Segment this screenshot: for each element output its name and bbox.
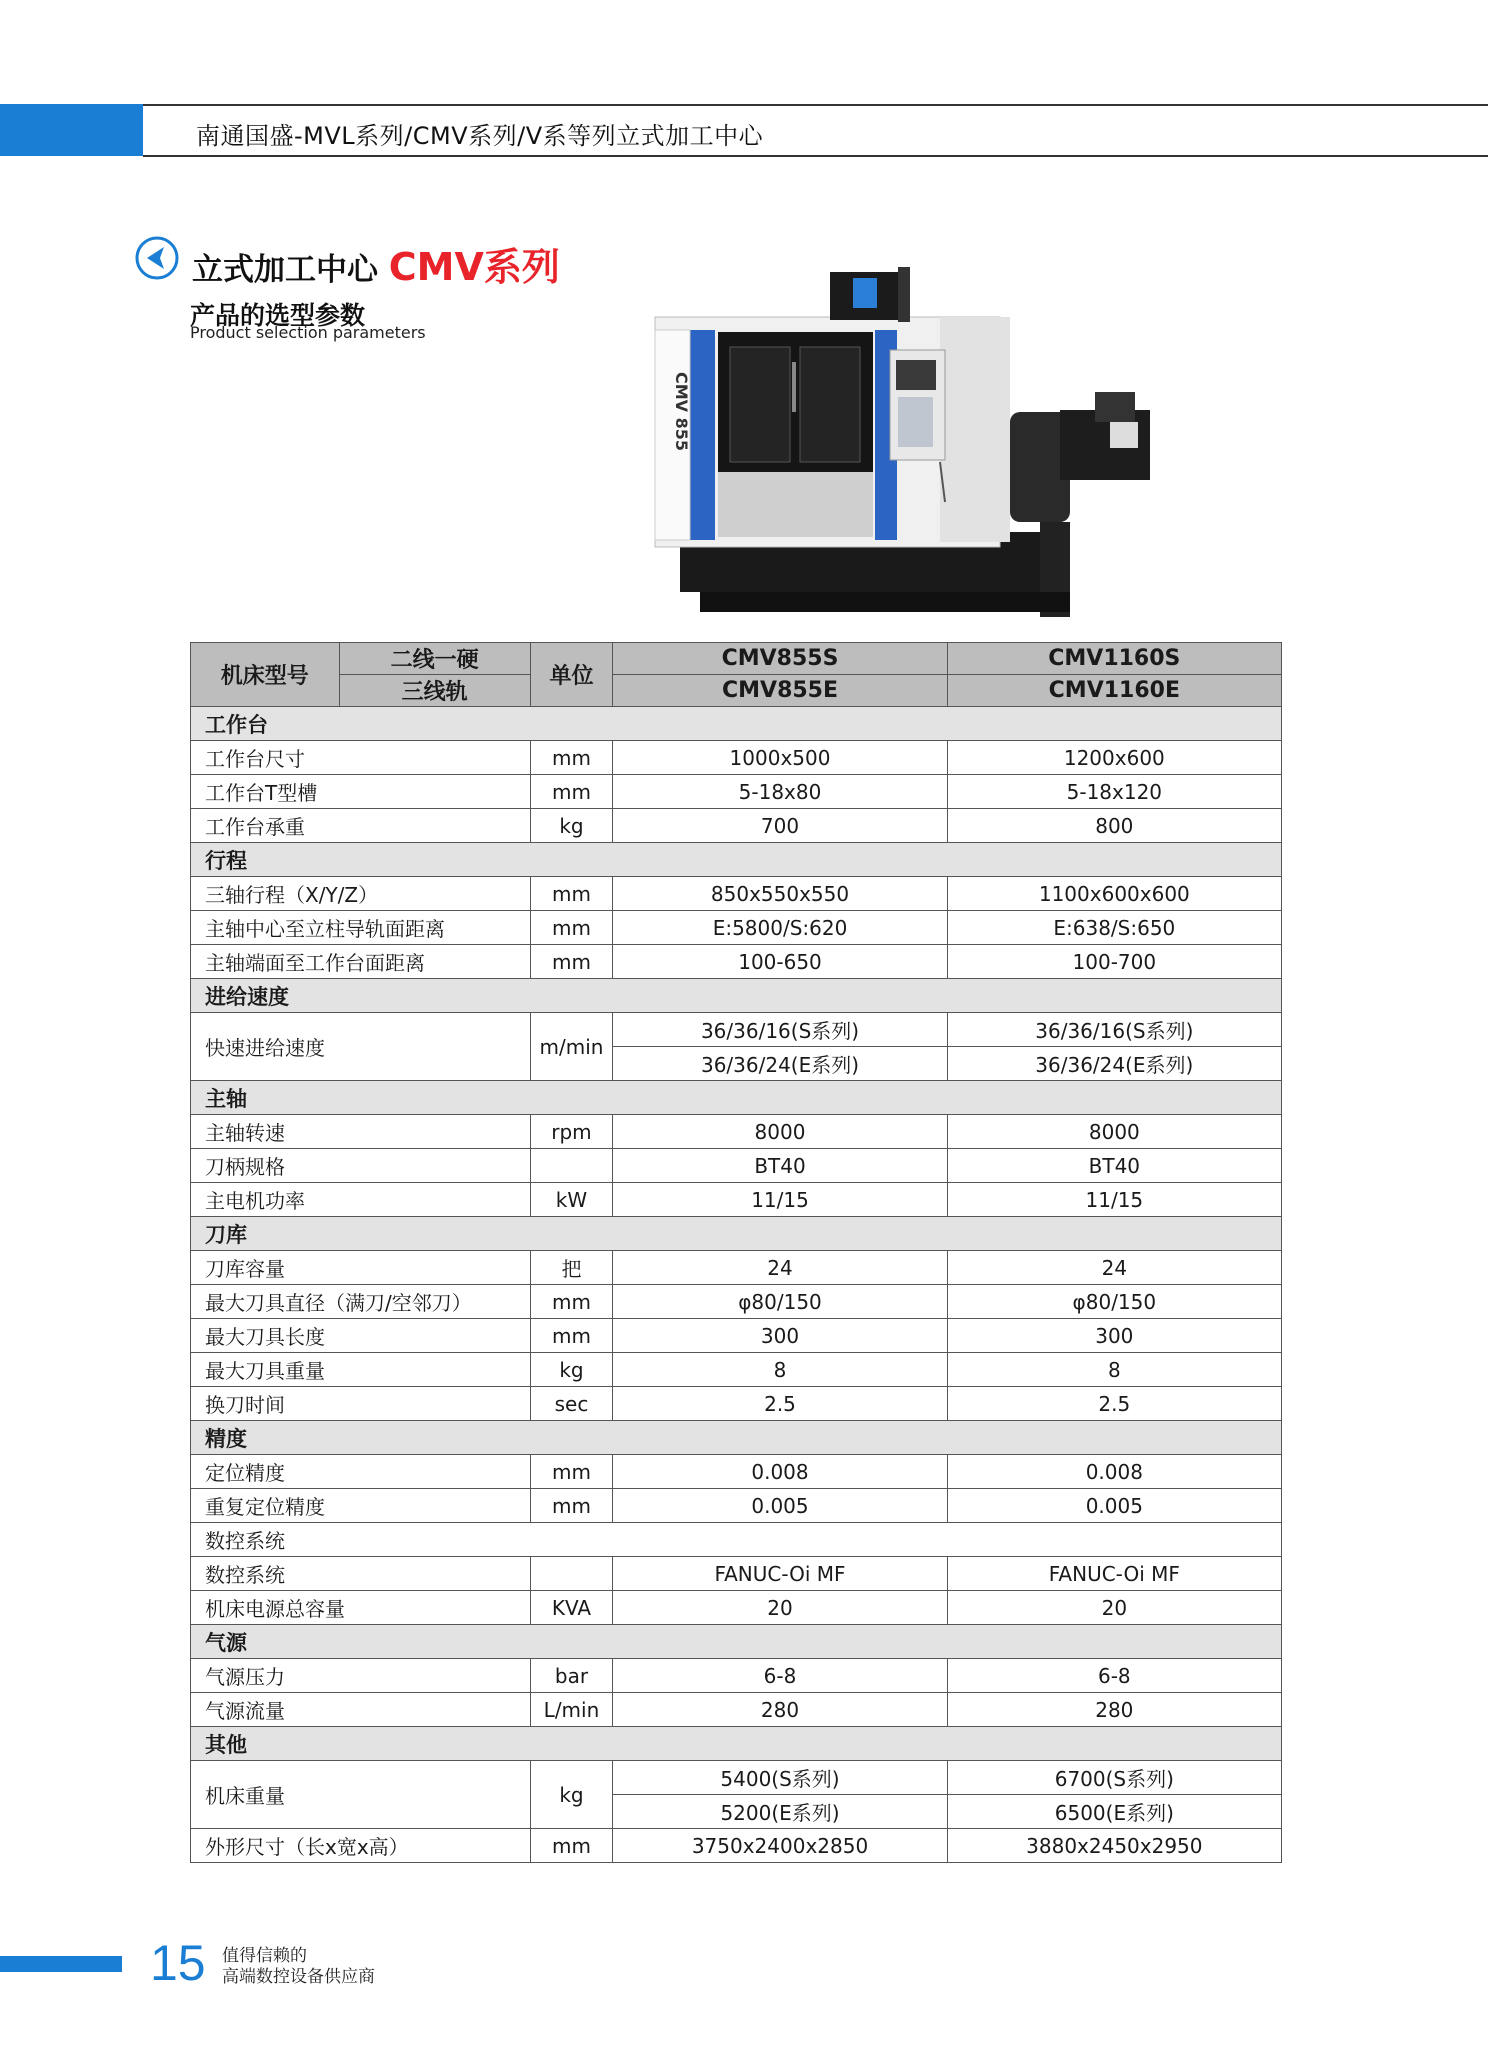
row-name: 气源流量 xyxy=(191,1693,531,1727)
category-row xyxy=(191,979,1282,1013)
row-name: 主轴转速 xyxy=(191,1115,531,1149)
header-rule-top xyxy=(143,104,1488,106)
row-value-1160: 100-700 xyxy=(947,945,1281,979)
table-row xyxy=(191,1591,1282,1625)
row-value-855: 5-18x80 xyxy=(613,775,947,809)
row-unit xyxy=(530,1557,613,1591)
table-row xyxy=(191,1285,1282,1319)
row-value-855: 36/36/24(E系列) xyxy=(613,1047,947,1081)
row-value-1160: 0.008 xyxy=(947,1455,1281,1489)
row-unit: mm xyxy=(530,1489,613,1523)
category-row xyxy=(191,1217,1282,1251)
header-model: 机床型号 xyxy=(191,643,340,707)
row-name: 气源压力 xyxy=(191,1659,531,1693)
row-value-855: 1000x500 xyxy=(613,741,947,775)
table-row xyxy=(191,911,1282,945)
row-unit: bar xyxy=(530,1659,613,1693)
row-name: 刀库容量 xyxy=(191,1251,531,1285)
row-name: 最大刀具重量 xyxy=(191,1353,531,1387)
table-row xyxy=(191,1387,1282,1421)
row-value-855: E:5800/S:620 xyxy=(613,911,947,945)
row-name: 主轴端面至工作台面距离 xyxy=(191,945,531,979)
row-name: 工作台T型槽 xyxy=(191,775,531,809)
category-row-plain xyxy=(191,1523,1282,1557)
footer-slogan-line1: 值得信赖的 xyxy=(222,1946,307,1966)
row-name: 主轴中心至立柱导轨面距离 xyxy=(191,911,531,945)
row-name: 最大刀具直径（满刀/空邻刀） xyxy=(191,1285,531,1319)
category-row xyxy=(191,1727,1282,1761)
row-unit: kW xyxy=(530,1183,613,1217)
row-value-855: BT40 xyxy=(613,1149,947,1183)
category-label: 数控系统 xyxy=(191,1523,1282,1557)
row-unit: mm xyxy=(530,741,613,775)
row-unit: rpm xyxy=(530,1115,613,1149)
table-row xyxy=(191,1557,1282,1591)
row-value-855: 8 xyxy=(613,1353,947,1387)
row-name: 机床电源总容量 xyxy=(191,1591,531,1625)
section-title xyxy=(192,236,560,291)
row-value-855: 11/15 xyxy=(613,1183,947,1217)
row-name: 最大刀具长度 xyxy=(191,1319,531,1353)
row-unit: mm xyxy=(530,945,613,979)
row-value-855: 5200(E系列) xyxy=(613,1795,947,1829)
row-value-1160: 1100x600x600 xyxy=(947,877,1281,911)
row-name: 重复定位精度 xyxy=(191,1489,531,1523)
machine-brand-label: CMV 855 xyxy=(672,372,691,452)
subtitle: 产品的选型参数 xyxy=(190,301,366,330)
row-name: 工作台承重 xyxy=(191,809,531,843)
row-value-1160: FANUC-Oi MF xyxy=(947,1557,1281,1591)
row-unit: L/min xyxy=(530,1693,613,1727)
row-name: 主电机功率 xyxy=(191,1183,531,1217)
table-row xyxy=(191,1183,1282,1217)
table-row xyxy=(191,1319,1282,1353)
row-name: 定位精度 xyxy=(191,1455,531,1489)
header-accent-bar xyxy=(0,104,143,156)
category-label: 行程 xyxy=(191,843,1282,877)
table-row xyxy=(191,1829,1282,1863)
row-unit: kg xyxy=(530,1761,613,1829)
row-unit: mm xyxy=(530,1455,613,1489)
category-label: 工作台 xyxy=(191,707,1282,741)
row-unit: mm xyxy=(530,1829,613,1863)
row-unit: m/min xyxy=(530,1013,613,1081)
category-label: 主轴 xyxy=(191,1081,1282,1115)
row-unit: kg xyxy=(530,1353,613,1387)
category-label: 其他 xyxy=(191,1727,1282,1761)
header-variant-2line: 二线一硬 xyxy=(339,643,530,675)
row-unit: KVA xyxy=(530,1591,613,1625)
table-row xyxy=(191,945,1282,979)
row-value-1160: 36/36/24(E系列) xyxy=(947,1047,1281,1081)
category-row xyxy=(191,1625,1282,1659)
row-value-1160: 800 xyxy=(947,809,1281,843)
row-value-855: 8000 xyxy=(613,1115,947,1149)
row-value-1160: 6-8 xyxy=(947,1659,1281,1693)
category-row xyxy=(191,707,1282,741)
row-name: 外形尺寸（长x宽x高） xyxy=(191,1829,531,1863)
header-model-1160e: CMV1160E xyxy=(947,675,1281,707)
row-unit: mm xyxy=(530,775,613,809)
row-unit: sec xyxy=(530,1387,613,1421)
row-unit xyxy=(530,1149,613,1183)
row-value-1160: 3880x2450x2950 xyxy=(947,1829,1281,1863)
table-row xyxy=(191,809,1282,843)
table-row xyxy=(191,1761,1282,1795)
row-value-855: 6-8 xyxy=(613,1659,947,1693)
row-unit: kg xyxy=(530,809,613,843)
page-header-title: 南通国盛-MVL系列/CMV系列/V系等列立式加工中心 xyxy=(196,122,764,150)
row-value-1160: 11/15 xyxy=(947,1183,1281,1217)
table-row xyxy=(191,1013,1282,1047)
table-row xyxy=(191,1149,1282,1183)
table-header-row xyxy=(191,675,1282,707)
row-name: 机床重量 xyxy=(191,1761,531,1829)
row-unit: mm xyxy=(530,911,613,945)
table-row xyxy=(191,1115,1282,1149)
row-name: 换刀时间 xyxy=(191,1387,531,1421)
row-value-1160: 0.005 xyxy=(947,1489,1281,1523)
section-title-text: 立式加工中心 xyxy=(192,252,378,288)
header-model-1160s: CMV1160S xyxy=(947,643,1281,675)
row-name: 三轴行程（X/Y/Z） xyxy=(191,877,531,911)
row-value-855: 0.008 xyxy=(613,1455,947,1489)
row-value-1160: 20 xyxy=(947,1591,1281,1625)
row-name: 数控系统 xyxy=(191,1557,531,1591)
category-label: 进给速度 xyxy=(191,979,1282,1013)
row-name: 工作台尺寸 xyxy=(191,741,531,775)
row-value-855: 100-650 xyxy=(613,945,947,979)
header-model-855e: CMV855E xyxy=(613,675,947,707)
row-value-1160: 1200x600 xyxy=(947,741,1281,775)
category-row xyxy=(191,1421,1282,1455)
row-value-855: 3750x2400x2850 xyxy=(613,1829,947,1863)
row-value-855: 700 xyxy=(613,809,947,843)
category-label: 刀库 xyxy=(191,1217,1282,1251)
table-row xyxy=(191,741,1282,775)
spec-table xyxy=(190,642,1282,1863)
footer-accent-bar xyxy=(0,1956,122,1972)
row-value-1160: 2.5 xyxy=(947,1387,1281,1421)
row-value-1160: 5-18x120 xyxy=(947,775,1281,809)
row-value-1160: 36/36/16(S系列) xyxy=(947,1013,1281,1047)
table-row xyxy=(191,1455,1282,1489)
row-value-855: 24 xyxy=(613,1251,947,1285)
row-value-1160: 6700(S系列) xyxy=(947,1761,1281,1795)
row-value-855: 20 xyxy=(613,1591,947,1625)
table-row xyxy=(191,1353,1282,1387)
row-value-855: φ80/150 xyxy=(613,1285,947,1319)
table-row xyxy=(191,1659,1282,1693)
row-value-1160: 8000 xyxy=(947,1115,1281,1149)
page-number: 15 xyxy=(150,1935,206,1991)
row-value-855: 0.005 xyxy=(613,1489,947,1523)
row-unit: mm xyxy=(530,1319,613,1353)
row-value-1160: E:638/S:650 xyxy=(947,911,1281,945)
header-rule-bottom xyxy=(143,155,1488,157)
category-label: 气源 xyxy=(191,1625,1282,1659)
machine-image xyxy=(640,262,1180,622)
table-header-row xyxy=(191,643,1282,675)
section-series: CMV系列 xyxy=(388,245,560,289)
footer-slogan-line2: 高端数控设备供应商 xyxy=(222,1967,375,1987)
row-value-855: 300 xyxy=(613,1319,947,1353)
row-unit: 把 xyxy=(530,1251,613,1285)
row-value-1160: 300 xyxy=(947,1319,1281,1353)
row-value-1160: φ80/150 xyxy=(947,1285,1281,1319)
row-name: 快速进给速度 xyxy=(191,1013,531,1081)
row-name: 刀柄规格 xyxy=(191,1149,531,1183)
table-row xyxy=(191,775,1282,809)
row-value-1160: 280 xyxy=(947,1693,1281,1727)
header-model-855s: CMV855S xyxy=(613,643,947,675)
row-value-1160: 6500(E系列) xyxy=(947,1795,1281,1829)
category-label: 精度 xyxy=(191,1421,1282,1455)
back-arrow-icon xyxy=(135,236,179,280)
row-value-1160: 24 xyxy=(947,1251,1281,1285)
row-unit: mm xyxy=(530,877,613,911)
table-row xyxy=(191,1251,1282,1285)
table-row xyxy=(191,1693,1282,1727)
row-value-1160: BT40 xyxy=(947,1149,1281,1183)
row-value-855: FANUC-Oi MF xyxy=(613,1557,947,1591)
category-row xyxy=(191,1081,1282,1115)
row-value-855: 5400(S系列) xyxy=(613,1761,947,1795)
category-row xyxy=(191,843,1282,877)
header-unit: 单位 xyxy=(530,643,613,707)
row-value-855: 280 xyxy=(613,1693,947,1727)
header-variant-3line: 三线轨 xyxy=(339,675,530,707)
table-row xyxy=(191,1489,1282,1523)
row-value-1160: 8 xyxy=(947,1353,1281,1387)
row-value-855: 2.5 xyxy=(613,1387,947,1421)
subtitle-en: Product selection parameters xyxy=(190,323,426,342)
row-value-855: 36/36/16(S系列) xyxy=(613,1013,947,1047)
row-value-855: 850x550x550 xyxy=(613,877,947,911)
table-row xyxy=(191,877,1282,911)
row-unit: mm xyxy=(530,1285,613,1319)
